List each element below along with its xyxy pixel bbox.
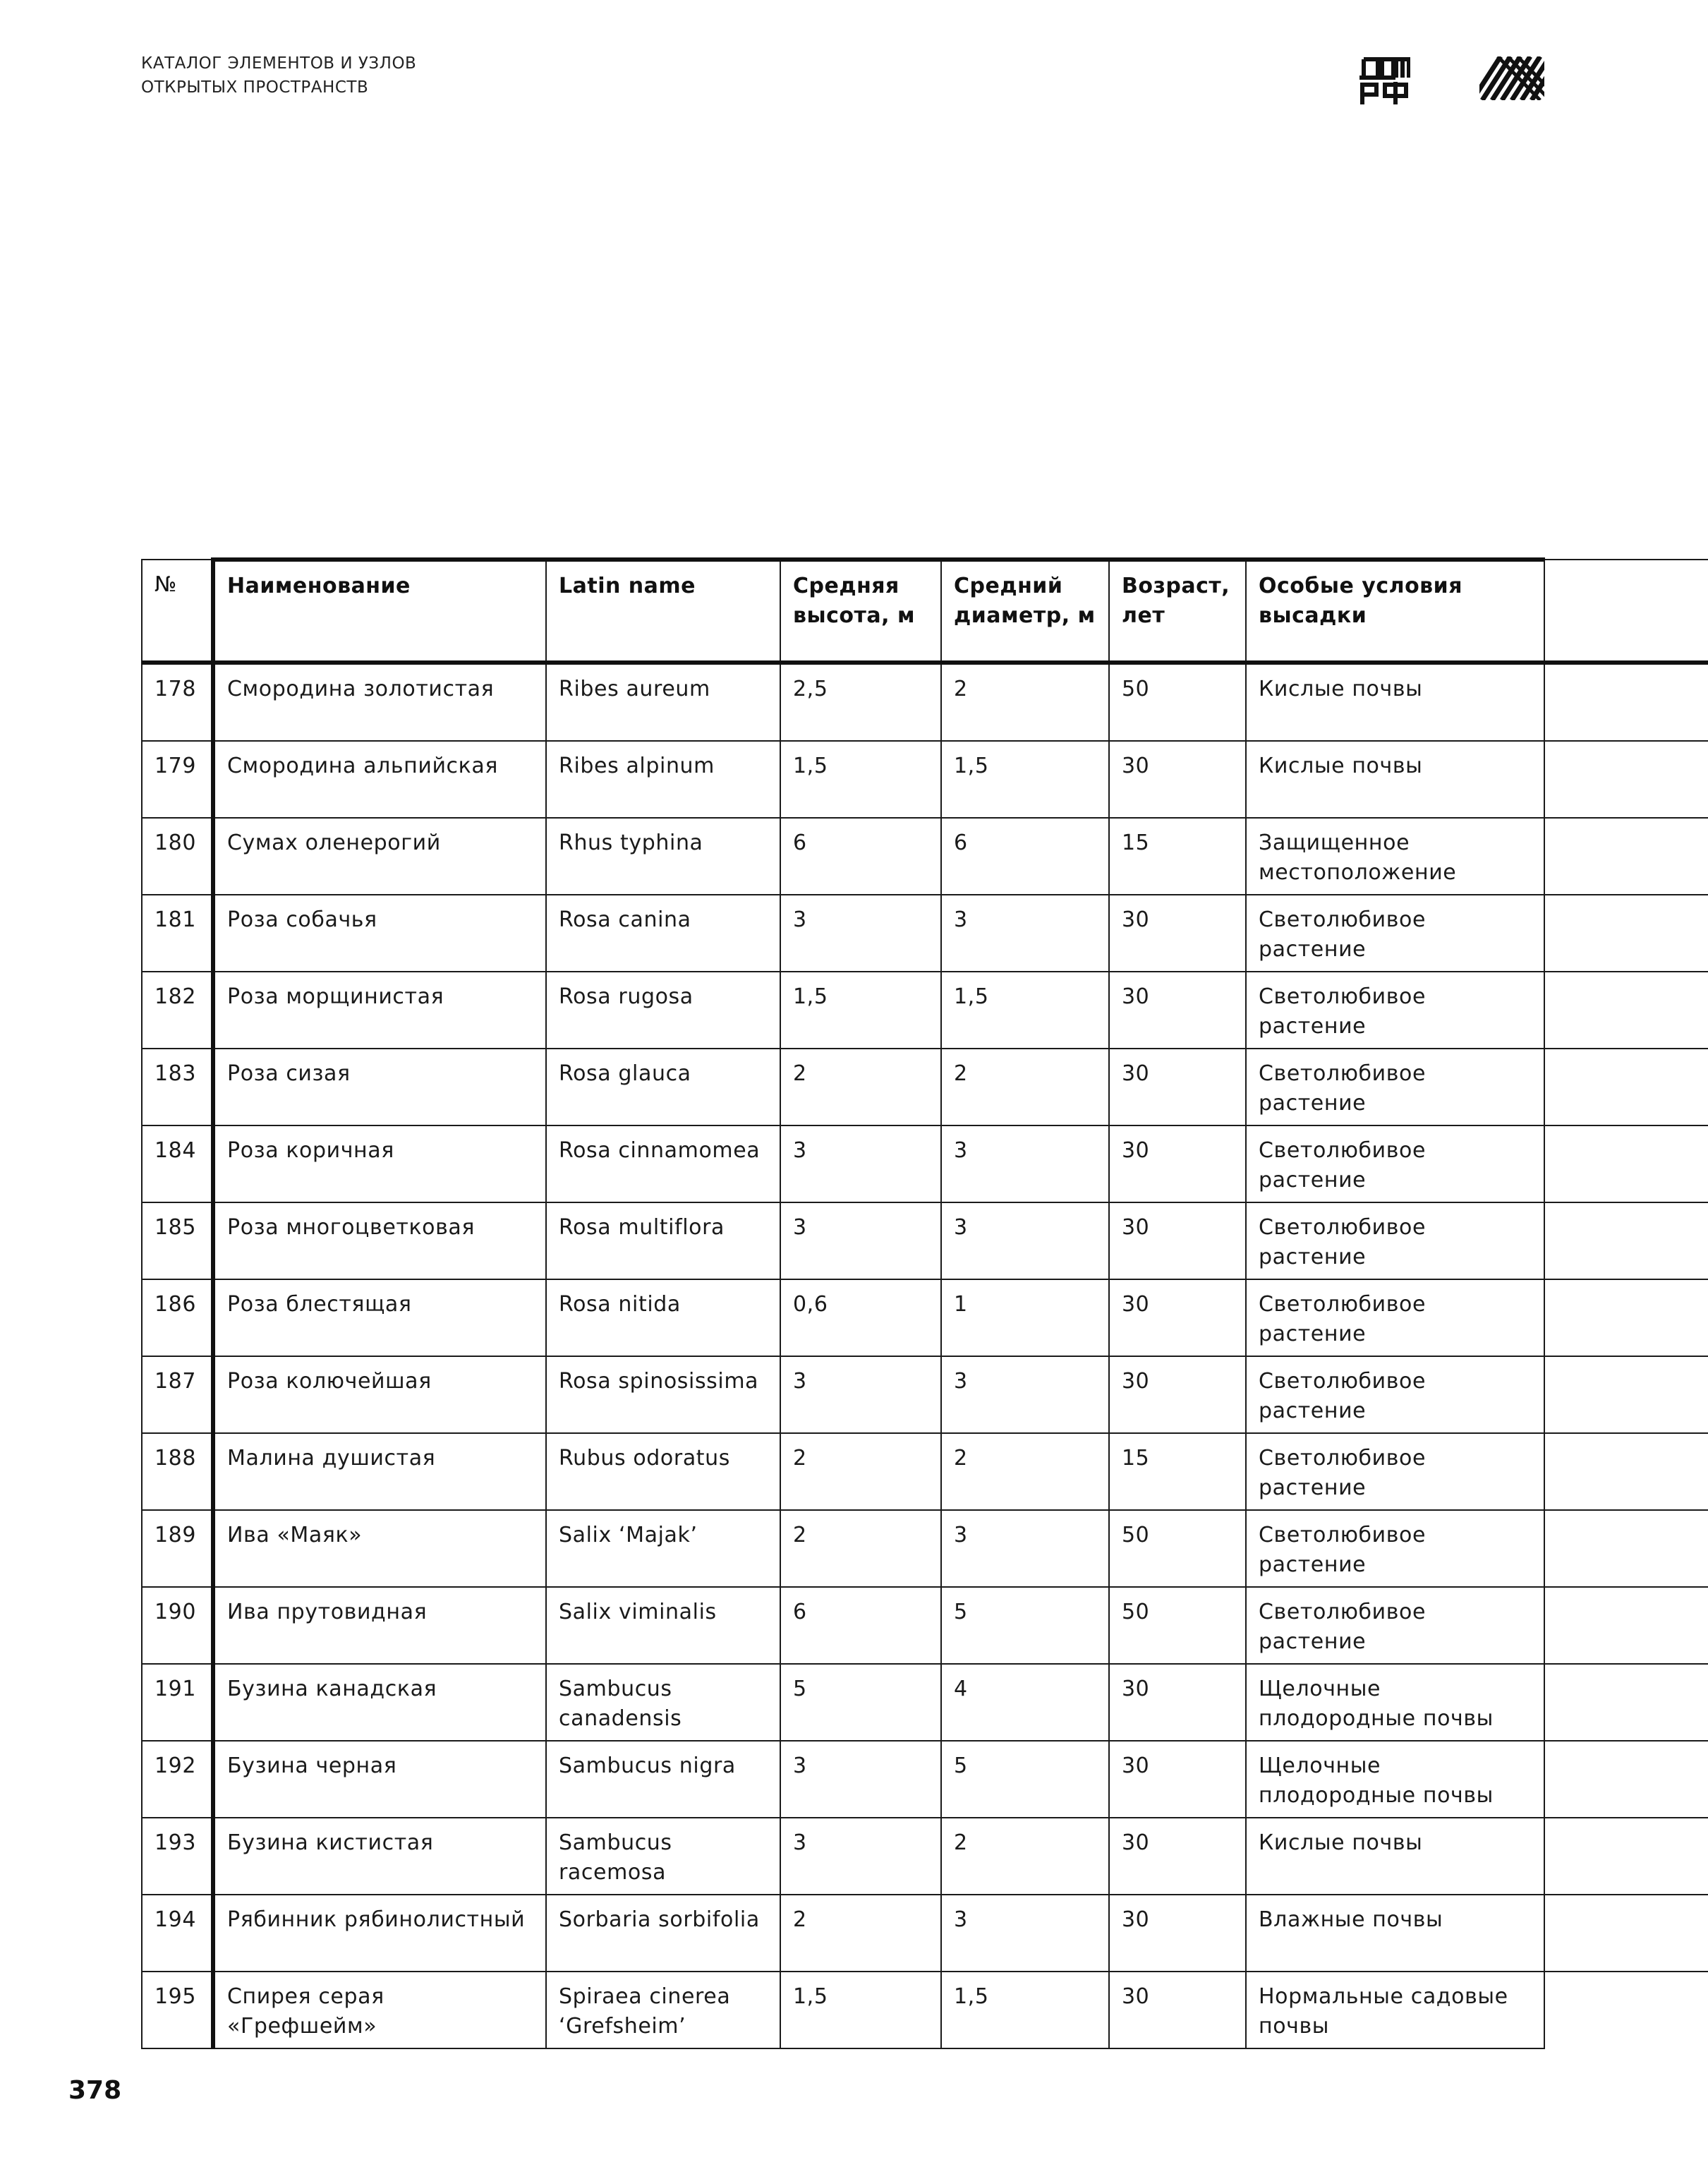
header-latin: Latin name <box>546 560 780 663</box>
cell-conditions: Кислые почвы <box>1246 1818 1544 1895</box>
header-height: Средняя высота, м <box>780 560 941 663</box>
cell-name: Бузина канадская <box>213 1664 546 1741</box>
cell-diameter: 2 <box>941 1433 1109 1510</box>
cell-latin: Ribes aureum <box>546 663 780 741</box>
cell-age: 50 <box>1109 663 1246 741</box>
cell-num: 183 <box>142 1049 213 1125</box>
cell-name: Малина душистая <box>213 1433 546 1510</box>
cell-age: 30 <box>1109 741 1246 818</box>
header-name: Наименование <box>213 560 546 663</box>
cell-name: Роза многоцветковая <box>213 1202 546 1279</box>
cell-diameter: 3 <box>941 1356 1109 1433</box>
cell-num: 184 <box>142 1125 213 1202</box>
cell-num: 179 <box>142 741 213 818</box>
cell-age: 30 <box>1109 1741 1246 1818</box>
cell-extra <box>1544 1125 1708 1202</box>
cell-extra <box>1544 1510 1708 1587</box>
cell-conditions: Светолюбивое растение <box>1246 972 1544 1049</box>
cell-extra <box>1544 1279 1708 1356</box>
header-age: Возраст, лет <box>1109 560 1246 663</box>
cell-height: 3 <box>780 1356 941 1433</box>
cell-height: 2 <box>780 1433 941 1510</box>
cell-conditions: Защищенное местоположение <box>1246 818 1544 895</box>
cell-diameter: 6 <box>941 818 1109 895</box>
cell-height: 3 <box>780 1741 941 1818</box>
cell-extra <box>1544 1433 1708 1510</box>
cell-height: 2 <box>780 1049 941 1125</box>
cell-latin: Rosa spinosissima <box>546 1356 780 1433</box>
table-row <box>142 895 1708 972</box>
cell-name: Роза собачья <box>213 895 546 972</box>
cell-diameter: 5 <box>941 1587 1109 1664</box>
cell-name: Роза колючейшая <box>213 1356 546 1433</box>
cell-latin: Rubus odoratus <box>546 1433 780 1510</box>
cell-height: 3 <box>780 1125 941 1202</box>
table-row <box>142 1587 1708 1664</box>
table-row <box>142 1279 1708 1356</box>
cell-latin: Sambucus canadensis <box>546 1664 780 1741</box>
cell-latin: Sambucus nigra <box>546 1741 780 1818</box>
cell-num: 185 <box>142 1202 213 1279</box>
cell-age: 30 <box>1109 1895 1246 1972</box>
cell-latin: Rosa glauca <box>546 1049 780 1125</box>
cell-height: 3 <box>780 895 941 972</box>
cell-name: Смородина золотистая <box>213 663 546 741</box>
header-diameter: Средний диаметр, м <box>941 560 1109 663</box>
cell-latin: Rosa canina <box>546 895 780 972</box>
cell-diameter: 3 <box>941 1510 1109 1587</box>
cell-latin: Rosa nitida <box>546 1279 780 1356</box>
cell-extra <box>1544 1587 1708 1664</box>
cell-height: 1,5 <box>780 741 941 818</box>
cell-conditions: Влажные почвы <box>1246 1895 1544 1972</box>
cell-height: 6 <box>780 1587 941 1664</box>
cell-extra <box>1544 1664 1708 1741</box>
cell-height: 0,6 <box>780 1279 941 1356</box>
cell-extra <box>1544 1356 1708 1433</box>
cell-name: Ива прутовидная <box>213 1587 546 1664</box>
catalog-title-line2: ОТКРЫТЫХ ПРОСТРАНСТВ <box>141 78 369 97</box>
cell-diameter: 1 <box>941 1279 1109 1356</box>
cell-extra <box>1544 818 1708 895</box>
cell-conditions: Светолюбивое растение <box>1246 1587 1544 1664</box>
cell-conditions: Светолюбивое растение <box>1246 1049 1544 1125</box>
cell-conditions: Кислые почвы <box>1246 741 1544 818</box>
cell-conditions: Светолюбивое растение <box>1246 1510 1544 1587</box>
cell-height: 1,5 <box>780 1972 941 2048</box>
cell-conditions: Светолюбивое растение <box>1246 895 1544 972</box>
cell-num: 187 <box>142 1356 213 1433</box>
cell-latin: Rosa multiflora <box>546 1202 780 1279</box>
cell-extra <box>1544 1049 1708 1125</box>
cell-num: 190 <box>142 1587 213 1664</box>
cell-num: 193 <box>142 1818 213 1895</box>
cell-name: Смородина альпийская <box>213 741 546 818</box>
cell-conditions: Светолюбивое растение <box>1246 1433 1544 1510</box>
cell-extra <box>1544 1202 1708 1279</box>
cell-latin: Salix viminalis <box>546 1587 780 1664</box>
cell-diameter: 3 <box>941 1125 1109 1202</box>
cell-extra <box>1544 1741 1708 1818</box>
cell-num: 181 <box>142 895 213 972</box>
cell-extra <box>1544 741 1708 818</box>
cell-extra <box>1544 1972 1708 2048</box>
cell-extra <box>1544 1818 1708 1895</box>
cell-conditions: Светолюбивое растение <box>1246 1202 1544 1279</box>
cell-name: Сумах оленерогий <box>213 818 546 895</box>
cell-age: 30 <box>1109 1049 1246 1125</box>
cell-age: 30 <box>1109 1202 1246 1279</box>
cell-age: 50 <box>1109 1510 1246 1587</box>
cell-extra <box>1544 972 1708 1049</box>
cell-num: 178 <box>142 663 213 741</box>
cell-height: 1,5 <box>780 972 941 1049</box>
cell-diameter: 2 <box>941 663 1109 741</box>
cell-name: Бузина черная <box>213 1741 546 1818</box>
header-num: № <box>142 560 213 663</box>
cell-latin: Sambucus racemosa <box>546 1818 780 1895</box>
cell-diameter: 5 <box>941 1741 1109 1818</box>
cell-conditions: Щелочные плодородные почвы <box>1246 1741 1544 1818</box>
table-row <box>142 972 1708 1049</box>
cell-diameter: 4 <box>941 1664 1109 1741</box>
page-number: 378 <box>68 2076 122 2105</box>
cell-diameter: 3 <box>941 1202 1109 1279</box>
table-row <box>142 1433 1708 1510</box>
cell-latin: Salix ‘Majak’ <box>546 1510 780 1587</box>
cell-num: 192 <box>142 1741 213 1818</box>
cell-age: 15 <box>1109 1433 1246 1510</box>
cell-conditions: Щелочные плодородные почвы <box>1246 1664 1544 1741</box>
table-row <box>142 1202 1708 1279</box>
cell-conditions: Светолюбивое растение <box>1246 1279 1544 1356</box>
cell-height: 2 <box>780 1895 941 1972</box>
cell-height: 5 <box>780 1664 941 1741</box>
table-row <box>142 1049 1708 1125</box>
cell-diameter: 2 <box>941 1049 1109 1125</box>
cell-height: 3 <box>780 1202 941 1279</box>
table-header-row <box>142 560 1708 663</box>
cell-name: Роза коричная <box>213 1125 546 1202</box>
cell-age: 30 <box>1109 972 1246 1049</box>
cell-conditions: Кислые почвы <box>1246 663 1544 741</box>
cell-diameter: 3 <box>941 1895 1109 1972</box>
cell-name: Ива «Маяк» <box>213 1510 546 1587</box>
cell-num: 186 <box>142 1279 213 1356</box>
cell-diameter: 1,5 <box>941 1972 1109 2048</box>
cell-conditions: Светолюбивое растение <box>1246 1125 1544 1202</box>
cell-latin: Spiraea cinerea ‘Grefsheim’ <box>546 1972 780 2048</box>
header-conditions: Особые условия высадки <box>1246 560 1544 663</box>
cell-name: Роза блестящая <box>213 1279 546 1356</box>
cell-age: 15 <box>1109 818 1246 895</box>
cell-latin: Ribes alpinum <box>546 741 780 818</box>
cell-diameter: 2 <box>941 1818 1109 1895</box>
table-body <box>142 663 1708 2048</box>
cell-latin: Rosa rugosa <box>546 972 780 1049</box>
cell-conditions: Нормальные садовые почвы <box>1246 1972 1544 2048</box>
cell-num: 180 <box>142 818 213 895</box>
table-row <box>142 818 1708 895</box>
cell-latin: Rosa cinnamomea <box>546 1125 780 1202</box>
catalog-title-line1: КАТАЛОГ ЭЛЕМЕНТОВ И УЗЛОВ <box>141 54 417 73</box>
cell-age: 30 <box>1109 1664 1246 1741</box>
cell-extra <box>1544 663 1708 741</box>
cell-name: Роза сизая <box>213 1049 546 1125</box>
cell-age: 30 <box>1109 895 1246 972</box>
header-extra <box>1544 560 1708 663</box>
plants-table <box>141 557 1708 2049</box>
cell-age: 30 <box>1109 1356 1246 1433</box>
cell-name: Бузина кистистая <box>213 1818 546 1895</box>
cell-extra <box>1544 895 1708 972</box>
cell-latin: Sorbaria sorbifolia <box>546 1895 780 1972</box>
cell-num: 194 <box>142 1895 213 1972</box>
table-row <box>142 1125 1708 1202</box>
cell-num: 195 <box>142 1972 213 2048</box>
cell-num: 189 <box>142 1510 213 1587</box>
cell-latin: Rhus typhina <box>546 818 780 895</box>
cell-extra <box>1544 1895 1708 1972</box>
cell-diameter: 1,5 <box>941 972 1109 1049</box>
table-row <box>142 1895 1708 1972</box>
cell-age: 30 <box>1109 1818 1246 1895</box>
table-row <box>142 663 1708 741</box>
cell-height: 2 <box>780 1510 941 1587</box>
cell-height: 2,5 <box>780 663 941 741</box>
table-row <box>142 1356 1708 1433</box>
cell-age: 50 <box>1109 1587 1246 1664</box>
cell-age: 30 <box>1109 1279 1246 1356</box>
cell-height: 6 <box>780 818 941 895</box>
cell-conditions: Светолюбивое растение <box>1246 1356 1544 1433</box>
cell-name: Роза морщинистая <box>213 972 546 1049</box>
cell-name: Спирея серая «Грефшейм» <box>213 1972 546 2048</box>
table-row <box>142 1741 1708 1818</box>
cell-num: 188 <box>142 1433 213 1510</box>
cell-age: 30 <box>1109 1125 1246 1202</box>
cell-diameter: 3 <box>941 895 1109 972</box>
cell-diameter: 1,5 <box>941 741 1109 818</box>
cell-num: 182 <box>142 972 213 1049</box>
cell-num: 191 <box>142 1664 213 1741</box>
table-row <box>142 1818 1708 1895</box>
table-row <box>142 741 1708 818</box>
table-row <box>142 1510 1708 1587</box>
table-row <box>142 1664 1708 1741</box>
cell-name: Рябинник рябинолистный <box>213 1895 546 1972</box>
cell-age: 30 <box>1109 1972 1246 2048</box>
table-row <box>142 1972 1708 2048</box>
cell-height: 3 <box>780 1818 941 1895</box>
